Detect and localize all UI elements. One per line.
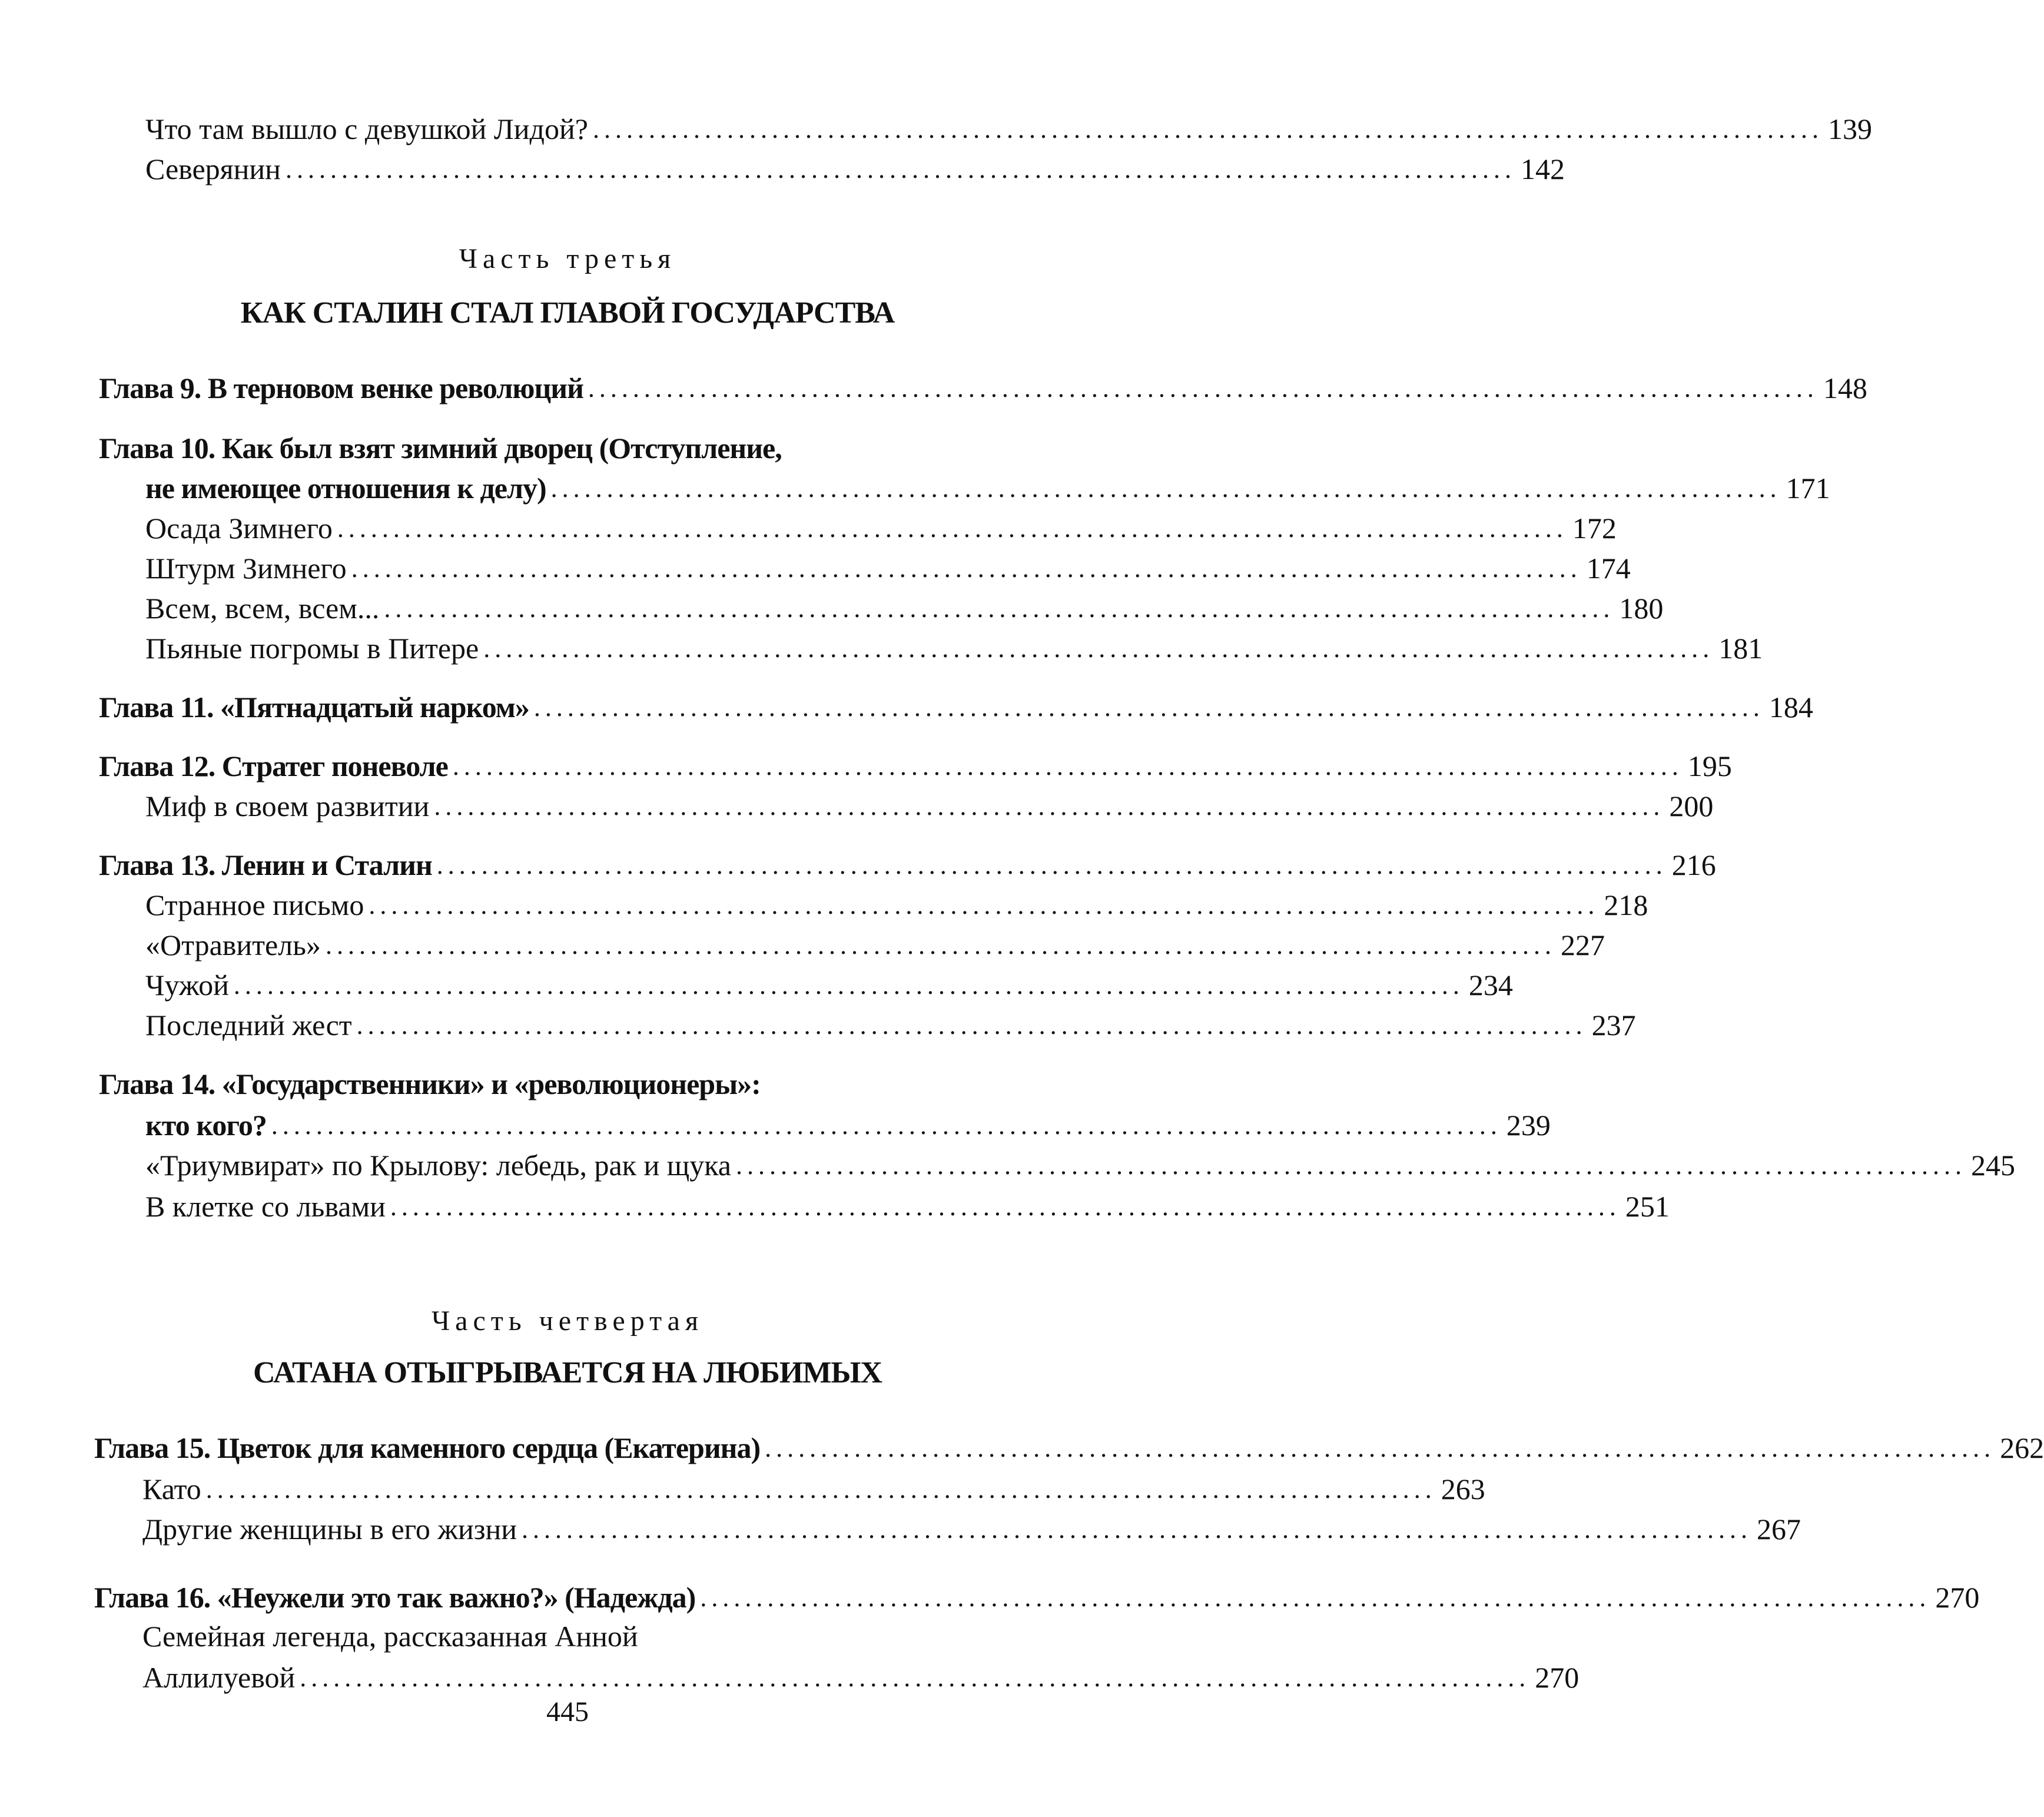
section-title: Аллилуевой	[142, 1661, 296, 1694]
section-entry	[0, 1505, 1801, 1546]
page-number: 445	[546, 1696, 589, 1728]
leader-dots: ..............................................................................................................	[765, 1434, 1996, 1463]
section-title: «Триумвират» по Крылову: лебедь, рак и щука	[145, 1149, 731, 1182]
chapter-title: Глава 15. Цветок для каменного сердца (Екатерина)	[94, 1431, 761, 1464]
toc-entry-title: Что там вышло с девушкой Лидой?	[145, 112, 588, 145]
part-title: КАК СТАЛИН СТАЛ ГЛАВОЙ ГОСУДАРСТВА	[240, 296, 895, 330]
toc-entry	[0, 145, 1565, 186]
chapter-page: 270	[1935, 1581, 1980, 1614]
section-entry	[0, 624, 1763, 665]
chapter-title: не имеющее отношения к делу)	[145, 472, 546, 505]
chapter-entry	[0, 1101, 1551, 1142]
leader-dots: ..............................................................................................................	[700, 1583, 1931, 1612]
chapter-entry	[0, 464, 1830, 505]
chapter-title: Глава 16. «Неужели это так важно?» (Надежда)	[94, 1581, 696, 1614]
section-title: Като	[142, 1473, 201, 1506]
leader-dots: ..............................................................................................................	[356, 1011, 1587, 1040]
toc-entry-page: 142	[1520, 152, 1565, 185]
section-entry	[0, 881, 1648, 922]
section-entry	[0, 1465, 1485, 1506]
section-page: 180	[1619, 592, 1664, 625]
leader-dots: ..............................................................................................................	[522, 1515, 1752, 1544]
section-entry	[0, 584, 1664, 625]
section-title: Миф в своем развитии	[145, 790, 430, 823]
leader-dots: ..............................................................................................................	[533, 693, 1764, 722]
leader-dots: ..............................................................................................................	[735, 1151, 1966, 1180]
chapter-page: 184	[1768, 691, 1813, 724]
section-entry	[0, 1653, 1580, 1695]
chapter-page: 239	[1506, 1109, 1551, 1142]
section-title: Странное письмо	[145, 888, 364, 921]
section-page: 267	[1757, 1513, 1801, 1546]
part-title: САТАНА ОТЫГРЫВАЕТСЯ НА ЛЮБИМЫХ	[253, 1356, 882, 1390]
section-title: Чужой	[145, 969, 229, 1002]
chapter-title-line: Глава 14. «Государственники» и «революционеры»:	[99, 1067, 761, 1100]
chapter-title: Глава 13. Ленин и Сталин	[99, 848, 432, 881]
section-page: 218	[1604, 888, 1648, 921]
leader-dots: ..............................................................................................................	[436, 851, 1667, 880]
chapter-page: 148	[1823, 372, 1867, 404]
leader-dots: ..............................................................................................................	[483, 634, 1714, 663]
section-title: Последний жест	[145, 1009, 352, 1042]
leader-dots: ..............................................................................................................	[271, 1111, 1502, 1140]
section-entry	[0, 921, 1605, 962]
section-title: Другие женщины в его жизни	[142, 1513, 517, 1546]
chapter-entry	[0, 1573, 1980, 1614]
section-title: «Отравитель»	[145, 929, 321, 961]
section-page: 237	[1591, 1009, 1636, 1042]
leader-dots: ..............................................................................................................	[233, 971, 1464, 1000]
section-title: Штурм Зимнего	[145, 552, 347, 585]
section-page: 200	[1669, 790, 1714, 823]
section-page: 251	[1625, 1190, 1670, 1223]
chapter-entry	[0, 683, 1813, 724]
chapter-title: Глава 9. В терновом венке революций	[99, 372, 583, 404]
leader-dots: ..............................................................................................................	[384, 594, 1615, 623]
section-entry	[0, 1001, 1636, 1042]
chapter-entry	[0, 1424, 2044, 1465]
leader-dots: ..............................................................................................................	[592, 115, 1823, 144]
leader-dots: ..............................................................................................................	[369, 891, 1600, 920]
chapter-title: Глава 11. «Пятнадцатый нарком»	[99, 691, 529, 724]
section-title: В клетке со львами	[145, 1190, 386, 1223]
section-page: 174	[1586, 552, 1631, 585]
chapter-entry	[0, 364, 1867, 405]
chapter-title: Глава 12. Стратег поневоле	[99, 750, 448, 782]
leader-dots: ..............................................................................................................	[452, 752, 1683, 781]
leader-dots: ..............................................................................................................	[351, 554, 1582, 583]
leader-dots: ..............................................................................................................	[588, 374, 1819, 403]
chapter-page: 195	[1687, 750, 1732, 782]
leader-dots: ..............................................................................................................	[550, 474, 1781, 503]
chapter-page: 216	[1671, 848, 1716, 881]
section-title: Пьяные погромы в Питере	[145, 632, 479, 665]
leader-dots: ..............................................................................................................	[325, 931, 1556, 960]
section-page: 270	[1535, 1661, 1580, 1694]
leader-dots: ..............................................................................................................	[205, 1475, 1436, 1504]
leader-dots: ..............................................................................................................	[434, 792, 1665, 821]
section-entry	[0, 1182, 1670, 1224]
section-entry	[0, 961, 1513, 1002]
chapter-entry	[0, 742, 1732, 783]
leader-dots: ..............................................................................................................	[300, 1663, 1531, 1692]
section-title: Осада Зимнего	[145, 512, 333, 545]
section-entry	[0, 544, 1631, 585]
toc-entry-title: Северянин	[145, 152, 281, 185]
toc-entry-page: 139	[1827, 112, 1872, 145]
section-title: Всем, всем, всем...	[145, 592, 380, 625]
leader-dots: ..............................................................................................................	[337, 514, 1568, 543]
chapter-entry	[0, 841, 1716, 882]
section-page: 181	[1718, 632, 1763, 665]
section-page: 227	[1560, 929, 1605, 961]
section-title-line: Семейная легенда, рассказанная Анной	[142, 1620, 638, 1653]
chapter-page: 171	[1786, 472, 1830, 505]
leader-dots: ..............................................................................................................	[285, 155, 1516, 184]
leader-dots: ..............................................................................................................	[390, 1192, 1621, 1221]
chapter-title-line: Глава 10. Как был взят зимний дворец (Отступление,	[99, 432, 782, 465]
section-entry	[0, 782, 1714, 823]
section-page: 234	[1468, 969, 1513, 1002]
chapter-title: кто кого?	[145, 1109, 267, 1142]
toc-entry	[0, 105, 1872, 146]
part-label: Часть четвертая	[431, 1305, 704, 1337]
section-page: 263	[1441, 1473, 1485, 1506]
chapter-page: 262	[2000, 1431, 2044, 1464]
section-entry	[0, 1141, 2015, 1182]
part-label: Часть третья	[459, 243, 676, 274]
section-page: 172	[1572, 512, 1617, 545]
section-page: 245	[1970, 1149, 2015, 1182]
section-entry	[0, 504, 1617, 545]
